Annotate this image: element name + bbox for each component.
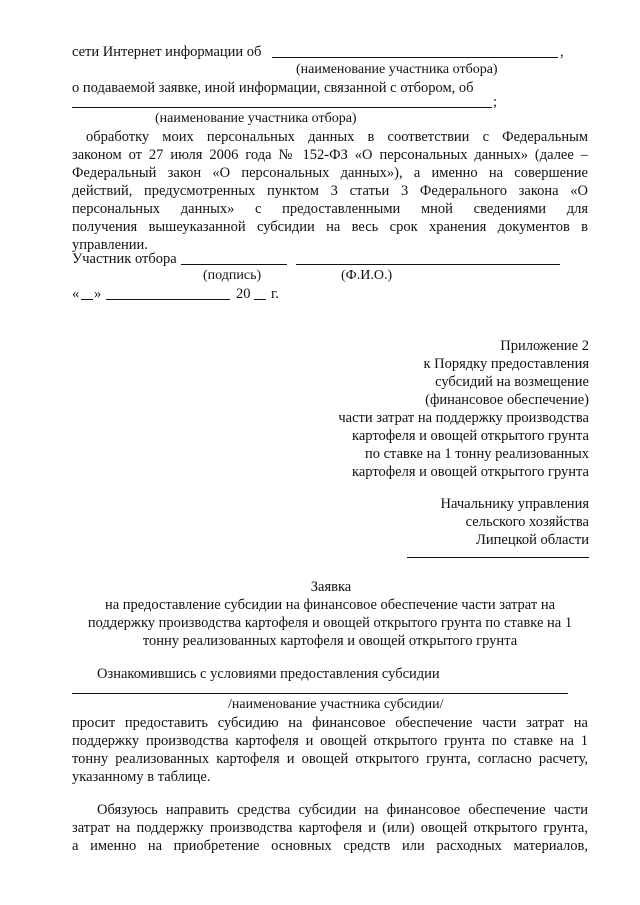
appendix-line-6: картофеля и овощей открытого грунта: [352, 428, 589, 444]
appendix-line-3: субсидий на возмещение: [435, 374, 589, 390]
full-name-caption: (Ф.И.О.): [341, 268, 393, 283]
consent-para-line-4: действий, предусмотренных пунктом 3 статьи 3 Федерального закона «О: [72, 183, 588, 199]
appendix-line-5: части затрат на поддержку производства: [338, 410, 589, 426]
addressee-line-1: Начальнику управления: [440, 496, 589, 512]
application-subtitle-2: поддержку производства картофеля и овощей открытого грунта по ставке на 1: [87, 615, 573, 631]
participant-name-blank-1: [272, 57, 558, 58]
consent-para-line-7: управлении.: [72, 237, 148, 253]
addressee-line-2: сельского хозяйства: [465, 514, 589, 530]
appendix-line-8: картофеля и овощей открытого грунта: [352, 464, 589, 480]
application-title: Заявка: [310, 579, 352, 595]
application-subtitle-1: на предоставление субсидии на финансовое обеспечение части затрат на: [104, 597, 556, 613]
signature-caption: (подпись): [203, 268, 262, 283]
participant-caption-2: (наименование участника отбора): [155, 111, 357, 126]
participant-name-blank-2: [72, 107, 492, 108]
commitment-line-2: затрат на поддержку производства картофеля и (или) овощей открытого грунта,: [72, 820, 588, 836]
addressee-name-blank: [407, 557, 589, 558]
date-month-blank: [106, 299, 230, 300]
commitment-line-1: Обязуюсь направить средства субсидии на финансовое обеспечение части: [97, 802, 588, 818]
consent-line1-suffix: ,: [560, 44, 564, 60]
appendix-line-7: по ставке на 1 тонну реализованных: [364, 446, 589, 462]
full-name-blank: [296, 264, 560, 265]
application-intro: Ознакомившись с условиями предоставления субсидии: [97, 666, 440, 682]
participant-label: Участник отбора: [72, 251, 177, 267]
consent-line1-prefix: сети Интернет информации об: [72, 44, 262, 60]
subsidy-participant-caption: /наименование участника субсидии/: [228, 697, 444, 712]
application-subtitle-3: тонну реализованных картофеля и овощей открытого грунта: [142, 633, 518, 649]
request-line-4: указанному в таблице.: [72, 769, 211, 785]
request-line-1: просит предоставить субсидию на финансовое обеспечение части затрат на: [72, 715, 588, 731]
consent-para-line-2: законом от 27 июля 2006 года № 152-ФЗ «О персональных данных» (далее –: [72, 147, 588, 163]
appendix-line-1: Приложение 2: [500, 338, 589, 354]
request-line-3: тонну реализованных картофеля и овощей открытого грунта, согласно расчету,: [72, 751, 588, 767]
participant-caption-1: (наименование участника отбора): [296, 62, 498, 77]
consent-line2: о подаваемой заявке, иной информации, связанной с отбором, об: [72, 80, 474, 96]
commitment-line-3: а именно на приобретение основных средств или расходных материалов,: [72, 838, 588, 854]
consent-para-line-5: персональных данных» с предоставленными мной сведениями для: [72, 201, 588, 217]
signature-blank: [181, 264, 287, 265]
date-suffix: г.: [271, 286, 279, 302]
consent-para-line-6: получения вышеуказанной субсидии на весь срок хранения документов в: [72, 219, 588, 235]
date-open-quote: «: [72, 286, 80, 302]
appendix-line-2: к Порядку предоставления: [423, 356, 589, 372]
consent-para-line-3: Федеральный закон «О персональных данных»), а именно на совершение: [72, 165, 588, 181]
addressee-line-3: Липецкой области: [476, 532, 589, 548]
consent-para-line-1: обработку моих персональных данных в соответствии с Федеральным: [86, 129, 588, 145]
date-year-prefix: 20: [236, 286, 251, 302]
date-year-blank: [254, 299, 266, 300]
appendix-line-4: (финансовое обеспечение): [425, 392, 589, 408]
date-day-blank: [81, 299, 93, 300]
request-line-2: поддержку производства картофеля и овощей открытого грунта по ставке на 1: [72, 733, 588, 749]
consent-line3-suffix: ;: [493, 94, 498, 110]
subsidy-participant-blank: [72, 693, 568, 694]
date-close-quote: »: [94, 286, 102, 302]
